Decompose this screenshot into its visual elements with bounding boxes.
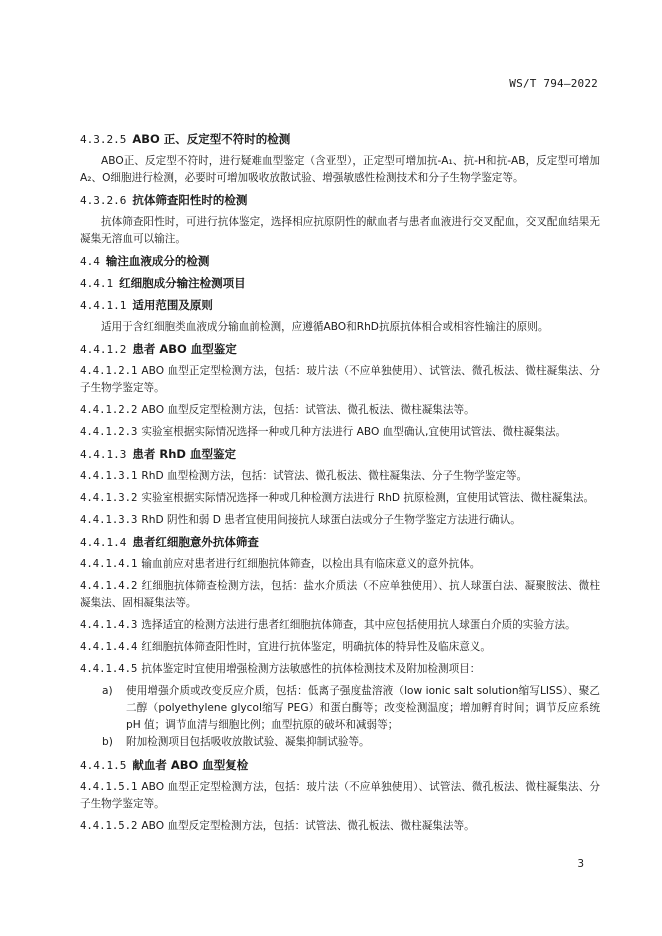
clause xyxy=(80,779,600,813)
clause-number: 4.4.1.2.3 xyxy=(80,426,138,438)
clause-number: 4.4.1.2.2 xyxy=(80,404,138,416)
clause-number: 4.4.1.3.1 xyxy=(80,470,138,482)
paragraph: ABO正、反定型不符时，进行疑难血型鉴定（含亚型），正定型可增加抗-A₁、抗-H和抗-AB，反定型可增加A₂、O细胞进行检测，必要时可增加吸收放散试验、增强敏感性检测技术和分子生物学鉴定等。 xyxy=(80,155,600,184)
section-title: 适用范围及原则 xyxy=(132,298,213,312)
section-title: 输注血液成分的检测 xyxy=(105,254,210,268)
standard-code: WS/T 794—2022 xyxy=(509,77,598,90)
clause-text: 实验室根据实际情况选择一种或几种检测方法进行 RhD 抗原检测，宜使用试管法、微柱凝集法。 xyxy=(141,492,595,504)
clause xyxy=(80,490,600,507)
section-heading xyxy=(80,341,600,358)
list-marker: b) xyxy=(102,736,113,748)
clause-number: 4.4.1.4.1 xyxy=(80,558,138,570)
clause xyxy=(80,556,600,573)
section-title: 患者红细胞意外抗体筛查 xyxy=(132,535,259,549)
section-title: 患者 RhD 血型鉴定 xyxy=(132,447,236,461)
list-item xyxy=(80,683,600,734)
clause-text: 实验室根据实际情况选择一种或几种方法进行 ABO 血型确认,宜使用试管法、微柱凝集法。 xyxy=(141,426,567,438)
clause-number: 4.4.1.4.5 xyxy=(80,663,138,675)
section-heading xyxy=(80,757,600,774)
clause-text: 选择适宜的检测方法进行患者红细胞抗体筛查，其中应包括使用抗人球蛋白介质的实验方法。 xyxy=(141,619,576,631)
clause xyxy=(80,468,600,485)
section-heading xyxy=(80,131,600,148)
clause-text: ABO 血型反定型检测方法，包括：试管法、微孔板法、微柱凝集法等。 xyxy=(141,404,475,416)
section-number: 4.4.1.4 xyxy=(80,536,127,549)
clause xyxy=(80,363,600,397)
clause-number: 4.4.1.5.1 xyxy=(80,781,138,793)
section-title: ABO 正、反定型不符时的检测 xyxy=(132,132,291,146)
clause-text: RhD 阴性和弱 D 患者宜使用间接抗人球蛋白法或分子生物学鉴定方法进行确认。 xyxy=(141,514,521,526)
clause-text: ABO 血型正定型检测方法，包括：玻片法（不应单独使用）、试管法、微孔板法、微柱凝集法、分子生物学鉴定等。 xyxy=(80,365,600,394)
section-number: 4.4.1.3 xyxy=(80,448,127,461)
clause-number: 4.4.1.4.3 xyxy=(80,619,138,631)
section-title: 抗体筛查阳性时的检测 xyxy=(132,193,248,207)
clause-number: 4.4.1.5.2 xyxy=(80,820,138,832)
section-number: 4.4.1 xyxy=(80,277,114,290)
clause xyxy=(80,512,600,529)
section-heading xyxy=(80,446,600,463)
section-heading xyxy=(80,534,600,551)
clause xyxy=(80,424,600,441)
clause-text: 输血前应对患者进行红细胞抗体筛查，以检出具有临床意义的意外抗体。 xyxy=(141,558,481,570)
section-number: 4.3.2.5 xyxy=(80,133,127,146)
clause-number: 4.4.1.4.4 xyxy=(80,641,138,653)
clause xyxy=(80,617,600,634)
section-heading xyxy=(80,192,600,209)
list-item xyxy=(80,734,600,751)
clause xyxy=(80,578,600,612)
clause-number: 4.4.1.3.2 xyxy=(80,492,138,504)
clause-text: 抗体鉴定时宜使用增强检测方法敏感性的抗体检测技术及附加检测项目： xyxy=(141,663,481,675)
section-heading xyxy=(80,253,600,270)
clause xyxy=(80,661,600,678)
section-title: 红细胞成分输注检测项目 xyxy=(119,276,246,290)
item-list xyxy=(80,683,600,751)
paragraph: 适用于含红细胞类血液成分输血前检测，应遵循ABO和RhD抗原抗体相合或相容性输注的原则。 xyxy=(101,321,549,333)
page-number: 3 xyxy=(577,858,584,870)
section-title: 患者 ABO 血型鉴定 xyxy=(132,342,237,356)
paragraph: 抗体筛查阳性时，可进行抗体鉴定，选择相应抗原阴性的献血者与患者血液进行交叉配血，交叉配血结果无凝集无溶血可以输注。 xyxy=(80,216,600,245)
document-body xyxy=(80,131,600,840)
list-item-text: 附加检测项目包括吸收放散试验、凝集抑制试验等。 xyxy=(126,736,370,748)
section-title: 献血者 ABO 血型复检 xyxy=(132,758,249,772)
list-marker: a) xyxy=(102,685,113,697)
section-number: 4.4.1.5 xyxy=(80,759,127,772)
clause-text: 红细胞抗体筛查阳性时，宜进行抗体鉴定，明确抗体的特异性及临床意义。 xyxy=(141,641,491,653)
clause-text: RhD 血型检测方法，包括：试管法、微孔板法、微柱凝集法、分子生物学鉴定等。 xyxy=(141,470,528,482)
clause-number: 4.4.1.3.3 xyxy=(80,514,138,526)
section-heading xyxy=(80,297,600,314)
clause xyxy=(80,818,600,835)
section-number: 4.3.2.6 xyxy=(80,194,127,207)
clause xyxy=(80,402,600,419)
clause-number: 4.4.1.4.2 xyxy=(80,580,138,592)
list-item-text: 使用增强介质或改变反应介质，包括：低离子强度盐溶液（low ionic salt solution缩写LISS）、聚乙二醇（polyethylene glycol缩写 PEG）和蛋白酶等；改变检测温度；增加孵育时间；调节反应系统 pH 值；调节血清与细胞比例；血型抗原的破坏和减弱等； xyxy=(126,685,600,731)
clause xyxy=(80,639,600,656)
clause-text: ABO 血型反定型检测方法，包括：试管法、微孔板法、微柱凝集法等。 xyxy=(141,820,475,832)
section-number: 4.4 xyxy=(80,255,100,268)
clause-text: ABO 血型正定型检测方法，包括：玻片法（不应单独使用）、试管法、微孔板法、微柱凝集法、分子生物学鉴定等。 xyxy=(80,781,600,810)
section-number: 4.4.1.2 xyxy=(80,343,127,356)
section-number: 4.4.1.1 xyxy=(80,299,127,312)
clause-text: 红细胞抗体筛查检测方法，包括：盐水介质法（不应单独使用）、抗人球蛋白法、凝聚胺法、微柱凝集法、固相凝集法等。 xyxy=(80,580,600,609)
clause-number: 4.4.1.2.1 xyxy=(80,365,138,377)
section-heading xyxy=(80,275,600,292)
